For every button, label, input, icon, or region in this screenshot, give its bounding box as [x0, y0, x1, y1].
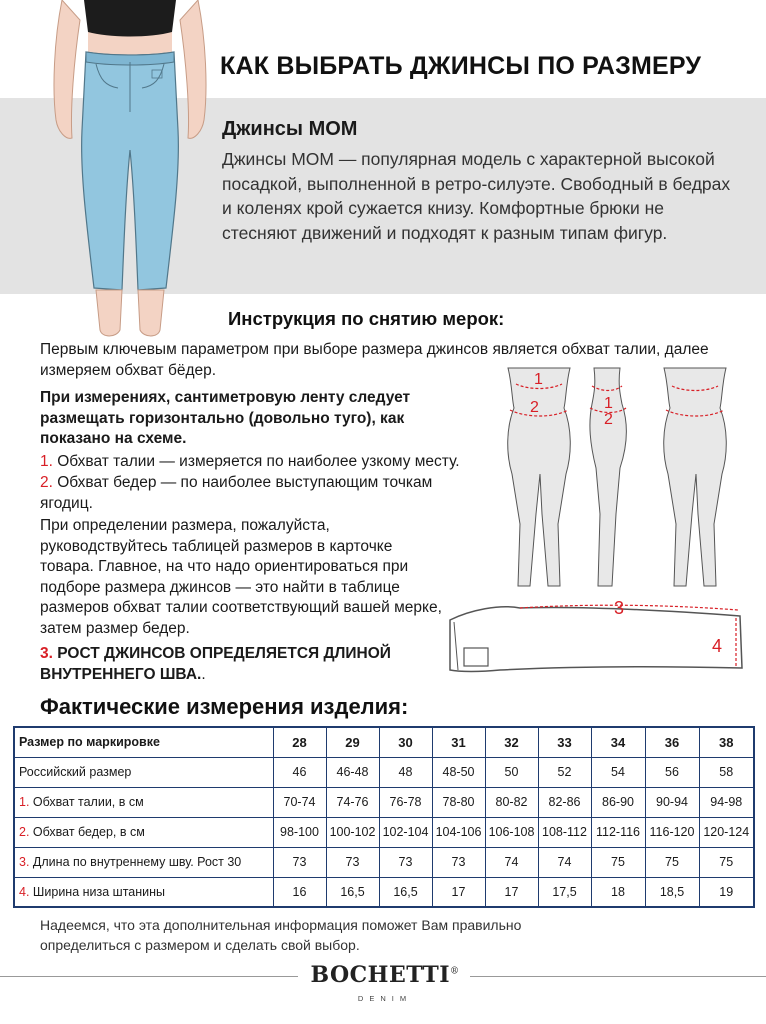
table-cell: 16,5: [326, 877, 379, 907]
table-cell: 73: [326, 847, 379, 877]
table-row: [14, 787, 754, 817]
table-cell: 74: [485, 847, 538, 877]
table-cell: 86-90: [591, 787, 645, 817]
instruction-item-inseam: [40, 644, 400, 685]
measure-label-2: 2: [530, 399, 539, 416]
table-cell: 48: [379, 757, 432, 787]
measure-label-1-side: 1: [604, 395, 613, 412]
page-title: КАК ВЫБРАТЬ ДЖИНСЫ ПО РАЗМЕРУ: [220, 52, 702, 80]
measure-label-4: 4: [712, 636, 723, 656]
item-number: 1.: [40, 453, 53, 470]
table-cell: 73: [273, 847, 326, 877]
row-number: 4.: [19, 884, 30, 899]
table-cell: 56: [645, 757, 699, 787]
model-description: Джинсы MOM — популярная модель с характерной высокой посадкой, выполненной в ретро-силуэте. Свободный в бедрах и коленях крой сужается книзу. Комфортные брюки не стесняют движений и подходят к разным типам фигур.: [222, 149, 731, 243]
table-cell: 46: [273, 757, 326, 787]
item-period: .: [201, 665, 206, 683]
table-cell: 98-100: [273, 817, 326, 847]
body-measurement-diagram: [478, 364, 748, 596]
table-cell: 75: [591, 847, 645, 877]
table-cell: 50: [485, 757, 538, 787]
row-label: [14, 847, 273, 877]
row-number: 2.: [19, 825, 30, 839]
table-cell: 90-94: [645, 787, 699, 817]
size-table: [13, 726, 755, 908]
row-label-text: Ширина низа штанины: [32, 884, 166, 899]
table-cell: 70-74: [273, 787, 326, 817]
item-number: 2.: [40, 474, 53, 491]
size-cell: 29: [326, 727, 379, 757]
table-header-row: [14, 727, 754, 757]
table-cell: 52: [538, 757, 591, 787]
row-label: [14, 787, 273, 817]
table-cell: 100-102: [326, 817, 379, 847]
instructions-title: Инструкция по снятию мерок:: [228, 308, 505, 329]
instructions-guidance: При определении размера, пожалуйста, руководствуйтесь таблицей размеров в карточке товара. Главное, на что надо ориентироваться при подборе размера джинсов — это найти в таблице размеров обхват талии соответствующий вашей мерке, затем размер бедер.: [40, 517, 442, 637]
brand-logo: [310, 962, 460, 988]
footer-note: Надеемся, что эта дополнительная информация поможет Вам правильно определиться с размером и сделать свой выбор.: [40, 917, 522, 953]
table-cell: 48-50: [432, 757, 485, 787]
table-cell: 75: [699, 847, 754, 877]
item-text: Обхват талии — измеряется по наиболее узкому месту.: [57, 453, 460, 470]
divider-right: [470, 976, 766, 977]
table-cell: 106-108: [485, 817, 538, 847]
instruction-item-hips: [40, 473, 480, 514]
size-cell: 34: [591, 727, 645, 757]
table-cell: 16: [273, 877, 326, 907]
measure-label-2-side: 2: [604, 411, 613, 428]
table-cell: 74: [538, 847, 591, 877]
table-row: [14, 877, 754, 907]
size-cell: 33: [538, 727, 591, 757]
table-cell: 78-80: [432, 787, 485, 817]
size-cell: 30: [379, 727, 432, 757]
table-cell: 120-124: [699, 817, 754, 847]
table-cell: 74-76: [326, 787, 379, 817]
table-cell: 82-86: [538, 787, 591, 817]
table-cell: 94-98: [699, 787, 754, 817]
size-cell: 28: [273, 727, 326, 757]
table-cell: 17: [485, 877, 538, 907]
brand-subtitle: DENIM: [357, 994, 413, 1003]
jeans-leg-diagram: [440, 596, 756, 676]
table-cell: 73: [432, 847, 485, 877]
size-cell: 38: [699, 727, 754, 757]
row-label: [14, 817, 273, 847]
table-row: [14, 817, 754, 847]
table-cell: 46-48: [326, 757, 379, 787]
row-label-text: Обхват талии, в см: [32, 795, 144, 809]
table-cell: 73: [379, 847, 432, 877]
row-label-text: Длина по внутреннему шву. Рост 30: [32, 855, 242, 869]
brand-name: BOCHETTI: [310, 962, 450, 988]
model-name: Джинсы MOM: [222, 118, 358, 140]
measure-label-3: 3: [614, 598, 625, 618]
instruction-item-waist: [40, 452, 510, 473]
row-label-text: Обхват бедер, в см: [32, 825, 145, 839]
table-cell: 17: [432, 877, 485, 907]
table-row: [14, 847, 754, 877]
table-cell: 80-82: [485, 787, 538, 817]
size-cell: 36: [645, 727, 699, 757]
table-row: [14, 757, 754, 787]
instructions-intro: Первым ключевым параметром при выборе размера джинсов является обхват талии, далее измеряем обхват бёдер.: [40, 341, 709, 379]
table-cell: 76-78: [379, 787, 432, 817]
table-cell: 75: [645, 847, 699, 877]
table-title: Фактические измерения изделия:: [40, 694, 409, 719]
row-label: [14, 877, 273, 907]
table-cell: 17,5: [538, 877, 591, 907]
table-cell: 18: [591, 877, 645, 907]
header-label: Размер по маркировке: [14, 727, 273, 757]
model-jeans-illustration: [40, 0, 220, 340]
table-cell: 16,5: [379, 877, 432, 907]
table-cell: 19: [699, 877, 754, 907]
table-cell: 54: [591, 757, 645, 787]
table-cell: 102-104: [379, 817, 432, 847]
item-number: 3.: [40, 645, 53, 662]
measure-label-1: 1: [534, 371, 543, 388]
size-cell: 32: [485, 727, 538, 757]
instructions-bold-note: При измерениях, сантиметровую ленту следует размещать горизонтально (довольно туго), как показано на схеме.: [40, 389, 411, 447]
table-cell: 104-106: [432, 817, 485, 847]
size-cell: 31: [432, 727, 485, 757]
table-cell: 18,5: [645, 877, 699, 907]
table-cell: 108-112: [538, 817, 591, 847]
row-number: 3.: [19, 855, 30, 869]
table-cell: 58: [699, 757, 754, 787]
item-text: Обхват бедер — по наиболее выступающим точкам ягодиц.: [40, 474, 433, 512]
row-number: 1.: [19, 795, 30, 809]
item-text: РОСТ ДЖИНСОВ ОПРЕДЕЛЯЕТСЯ ДЛИНОЙ ВНУТРЕННЕГО ШВА.: [40, 645, 391, 683]
row-label: [14, 757, 273, 787]
row-label-text: Российский размер: [19, 765, 132, 779]
divider-left: [0, 976, 298, 977]
table-cell: 112-116: [591, 817, 645, 847]
table-cell: 116-120: [645, 817, 699, 847]
registered-mark: ®: [449, 966, 460, 977]
